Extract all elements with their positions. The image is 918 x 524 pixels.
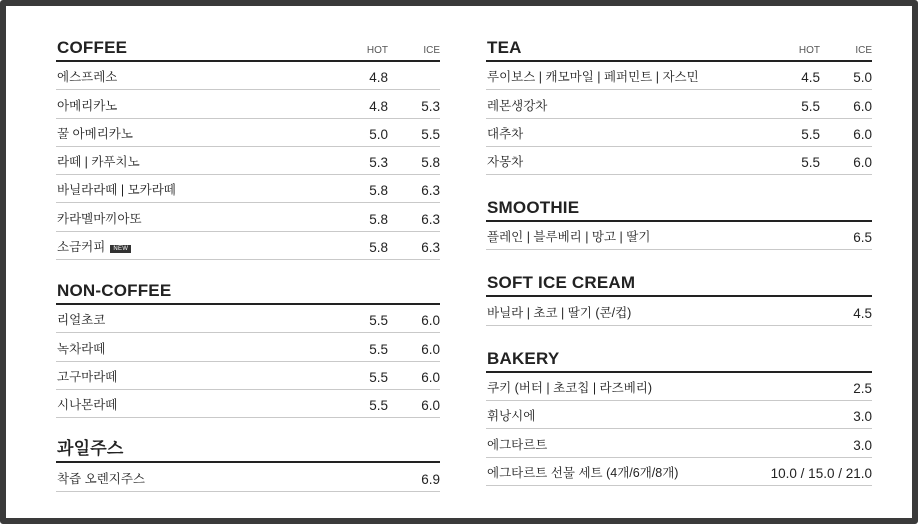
menu-item-name [487, 463, 678, 481]
ice-price: 6.3 [421, 211, 440, 227]
price: 6.9 [421, 471, 440, 487]
section-title: COFFEE [57, 38, 128, 57]
menu-item-name [487, 435, 547, 453]
menu-item-name-text: 대추차 [487, 126, 524, 141]
menu-item-name [57, 67, 117, 85]
price: 3.0 [853, 409, 872, 425]
ice-price: 6.0 [421, 369, 440, 385]
menu-item-row [486, 429, 872, 457]
menu-item-row [56, 333, 440, 361]
price: 10.0 / 15.0 / 21.0 [770, 465, 872, 481]
ice-price: 6.3 [421, 240, 440, 256]
menu-item-row [56, 305, 440, 333]
menu-item-name-text: 에스프레소 [57, 70, 118, 85]
menu-item-name-text: 바닐라라떼 | 모카라떼 [57, 183, 176, 198]
menu-item-name [487, 96, 547, 114]
menu-item-name [57, 395, 117, 413]
menu-item-name [487, 406, 535, 424]
menu-item-row [486, 297, 872, 325]
menu-item-row [486, 222, 872, 250]
menu-item-row [56, 232, 440, 260]
ice-price: 5.8 [421, 155, 440, 171]
menu-item-name-text: 녹차라떼 [57, 341, 106, 356]
menu-item-name [487, 227, 650, 245]
ice-price: 6.3 [421, 183, 440, 199]
hot-price: 5.5 [369, 313, 388, 329]
hot-column-label: HOT [366, 45, 388, 56]
menu-item-row [56, 175, 440, 203]
section-spacer [486, 250, 872, 271]
menu-item-name [487, 152, 523, 170]
menu-column-right [486, 36, 872, 486]
ice-price: 5.3 [421, 98, 440, 114]
menu-item-name [487, 124, 523, 142]
hot-price: 4.5 [801, 70, 820, 86]
section-header-tea [486, 36, 872, 62]
menu-item-name-text: 에그타르트 선물 세트 (4개/6개/8개) [487, 465, 679, 480]
menu-item-row [486, 147, 872, 175]
hot-price: 5.5 [369, 341, 388, 357]
hot-price: 5.5 [369, 369, 388, 385]
section-title: TEA [487, 38, 522, 57]
menu-item-name [57, 209, 142, 227]
hot-price: 5.3 [369, 155, 388, 171]
menu-item-name-text: 휘낭시에 [487, 409, 536, 424]
hot-price: 5.5 [801, 155, 820, 171]
hot-price: 5.8 [369, 183, 388, 199]
menu-item-row [56, 62, 440, 90]
section-title: SOFT ICE CREAM [487, 273, 636, 293]
menu-item-name [57, 367, 117, 385]
menu-item-name [57, 124, 133, 142]
ice-price: 5.0 [853, 70, 872, 86]
hot-column-label: HOT [798, 45, 820, 56]
price: 3.0 [853, 437, 872, 453]
hot-price: 4.8 [369, 70, 388, 86]
section-title: SMOOTHIE [487, 198, 580, 218]
section-header-smoothie [486, 196, 872, 222]
menu-item-name [487, 378, 652, 396]
menu-item-name-text: 바닐라 | 초코 | 딸기 (콘/컵) [487, 305, 632, 320]
menu-item-name [57, 237, 131, 255]
menu-item-row [486, 373, 872, 401]
menu-item-row [56, 203, 440, 231]
menu-item-row [486, 119, 872, 147]
menu-item-name [57, 469, 145, 487]
ice-column-label: ICE [855, 45, 872, 56]
section-header-coffee [56, 36, 440, 62]
menu-item-name [57, 310, 105, 328]
hot-price: 4.8 [369, 98, 388, 114]
ice-price: 6.0 [853, 98, 872, 114]
menu-item-row [56, 119, 440, 147]
menu-item-row [56, 90, 440, 118]
menu-item-name-text: 고구마라떼 [57, 369, 118, 384]
menu-item-row [486, 458, 872, 486]
hot-price: 5.5 [801, 98, 820, 114]
menu-item-name-text: 착즙 오렌지주스 [57, 471, 145, 486]
ice-price: 6.0 [421, 313, 440, 329]
menu-item-name-text: 쿠키 (버터 | 초코칩 | 라즈베리) [487, 381, 653, 396]
price: 6.5 [853, 230, 872, 246]
section-title: BAKERY [487, 348, 560, 368]
new-badge: NEW [110, 245, 131, 253]
menu-item-row [486, 90, 872, 118]
menu-item-row [56, 147, 440, 175]
section-header-section [56, 437, 440, 463]
ice-price: 5.5 [421, 126, 440, 142]
section-spacer [486, 326, 872, 347]
menu-item-name-text: 자몽차 [487, 155, 524, 170]
menu-item-row [486, 62, 872, 90]
ice-column-label: ICE [423, 45, 440, 56]
section-title: 과일주스 [57, 439, 124, 459]
menu-item-name-text: 시나몬라떼 [57, 398, 118, 413]
menu-item-name [487, 67, 699, 85]
menu-column-left [56, 36, 440, 492]
hot-price: 5.5 [801, 126, 820, 142]
menu-item-name-text: 아메리카노 [57, 98, 118, 113]
section-spacer [486, 175, 872, 196]
menu-item-name [57, 152, 140, 170]
hot-price: 5.8 [369, 240, 388, 256]
menu-item-name-text: 카라멜마끼아또 [57, 211, 142, 226]
menu-item-name-text: 플레인 | 블루베리 | 망고 | 딸기 [487, 230, 651, 245]
hot-price: 5.5 [369, 398, 388, 414]
price: 2.5 [853, 381, 872, 397]
price: 4.5 [853, 305, 872, 321]
section-header-bakery [486, 347, 872, 373]
section-header-soft-ice-cream [486, 271, 872, 297]
section-title: NON-COFFEE [57, 281, 172, 301]
ice-price: 6.0 [853, 155, 872, 171]
menu-item-name-text: 리얼초코 [57, 313, 106, 328]
section-header-non-coffee [56, 279, 440, 305]
menu-item-name [487, 303, 631, 321]
ice-price: 6.0 [421, 398, 440, 414]
menu-item-name-text: 소금커피 [57, 240, 106, 255]
menu-item-name [57, 339, 105, 357]
menu-item-name [57, 96, 117, 114]
menu-item-name-text: 루이보스 | 캐모마일 | 페퍼민트 | 자스민 [487, 70, 699, 85]
menu-item-row [56, 362, 440, 390]
ice-price: 6.0 [853, 126, 872, 142]
menu-item-name-text: 라떼 | 카푸치노 [57, 155, 140, 170]
hot-price: 5.8 [369, 211, 388, 227]
menu-item-row [486, 401, 872, 429]
ice-price: 6.0 [421, 341, 440, 357]
hot-price: 5.0 [369, 126, 388, 142]
menu-item-name-text: 에그타르트 [487, 437, 548, 452]
menu-item-row [56, 463, 440, 491]
menu-item-name [57, 180, 176, 198]
menu-item-row [56, 390, 440, 418]
menu-item-name-text: 레몬생강차 [487, 98, 548, 113]
menu-item-name-text: 꿀 아메리카노 [57, 126, 133, 141]
section-spacer [56, 260, 440, 279]
